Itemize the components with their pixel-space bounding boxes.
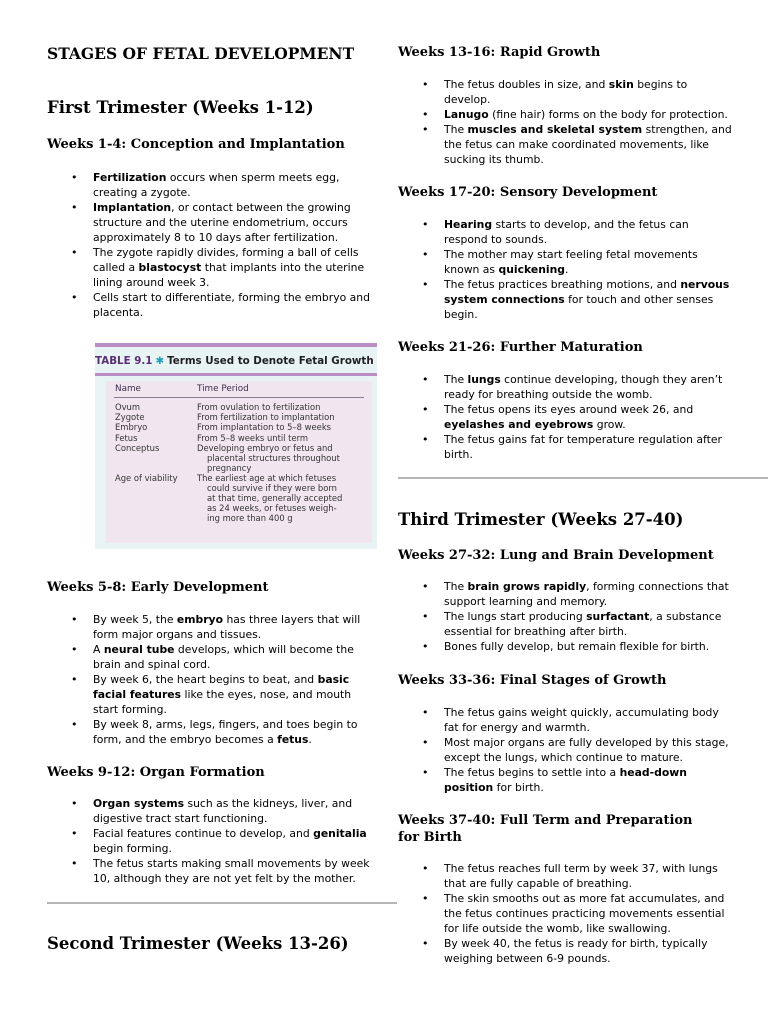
table-label: TABLE 9.1: [95, 355, 153, 367]
weeks-1-4-list: [93, 170, 375, 320]
weeks-9-12-list: [93, 796, 375, 886]
table-top-rule: [95, 343, 377, 347]
list-item: [444, 122, 734, 167]
weeks-27-32-list: [444, 579, 734, 654]
list-item: [444, 277, 734, 322]
table-body: [106, 381, 372, 543]
table-cell-period-line: From fertilization to implantation: [197, 412, 335, 423]
weeks-17-20-heading: Weeks 17-20: Sensory Development: [398, 185, 658, 200]
list-item-text: Cells start to differentiate, forming the embryo and placenta.: [93, 291, 370, 319]
weeks-27-32-heading: Weeks 27-32: Lung and Brain Development: [398, 548, 714, 563]
list-item-text: starts to develop, and the fetus can respond to sounds.: [444, 218, 689, 246]
table-col-period: Time Period: [197, 384, 249, 394]
list-item: [93, 170, 375, 200]
list-item: [444, 936, 734, 966]
weeks-9-12-heading: Weeks 9-12: Organ Formation: [47, 765, 265, 780]
weeks-37-40-heading: Weeks 37-40: Full Term and Preparation for Birth: [398, 813, 693, 845]
list-item-bold-term: genitalia: [313, 827, 367, 840]
table-divider: [114, 397, 364, 398]
table-cell-period: [197, 422, 377, 432]
list-item-text: .: [565, 263, 569, 276]
list-item-text: .: [308, 733, 312, 746]
list-item-text: that implants into the uterine lining around week 3.: [93, 261, 365, 289]
list-item-text: The: [444, 580, 468, 593]
weeks-5-8-list: [93, 612, 375, 747]
list-item-bold-term: Organ systems: [93, 797, 185, 810]
table-cell-period: [197, 402, 377, 412]
list-item-text: By week 6, the heart begins to beat, and: [93, 673, 318, 686]
table-cell-period: [197, 443, 377, 473]
list-item-text: The mother may start feeling fetal movements known as: [444, 248, 698, 276]
table-cell-period-line: From implantation to 5–8 weeks: [197, 422, 332, 433]
list-item-text: for touch and other senses begin.: [444, 293, 714, 321]
list-item: [444, 765, 734, 795]
list-item-text: , a substance essential for breathing after birth.: [444, 610, 722, 638]
list-item-bold-term: brain grows rapidly: [467, 580, 587, 593]
table-cell-period-line: Developing embryo or fetus and: [197, 442, 333, 453]
list-item-bold-term: Implantation: [93, 201, 172, 214]
list-item-bold-term: Fertilization: [93, 171, 167, 184]
list-item-text: occurs when sperm meets egg, creating a zygote.: [93, 171, 340, 199]
list-item: [444, 107, 734, 122]
fetal-growth-terms-table: [95, 343, 377, 549]
list-item: [444, 609, 734, 639]
weeks-1-4-heading: Weeks 1-4: Conception and Implantation: [47, 137, 345, 152]
section-divider-right: [398, 477, 768, 479]
list-item-bold-term: blastocyst: [138, 261, 202, 274]
weeks-13-16-list: [444, 77, 734, 167]
table-cell-period-line: placental structures throughout: [207, 452, 340, 463]
third-trimester-heading: Third Trimester (Weeks 27-40): [398, 510, 684, 529]
table-cell-name: Embryo: [115, 422, 148, 433]
list-item: [444, 77, 734, 107]
list-item-text: begins to develop.: [444, 78, 688, 106]
list-item: [444, 372, 734, 402]
list-item-text: begin forming.: [93, 842, 172, 855]
list-item-bold-term: surfactant: [586, 610, 650, 623]
list-item-bold-term: neural tube: [103, 643, 175, 656]
list-item-text: The fetus gains fat for temperature regulation after birth.: [444, 433, 722, 461]
list-item: [93, 200, 375, 245]
table-cell-period-line: From 5–8 weeks until term: [197, 432, 309, 443]
table-cell-period: [197, 433, 377, 443]
table-cell-name: Conceptus: [115, 442, 160, 453]
table-cell-name: Age of viability: [115, 473, 178, 484]
list-item: [93, 796, 375, 826]
list-item: [93, 612, 375, 642]
list-item: [444, 861, 734, 891]
list-item: [444, 735, 734, 765]
weeks-13-16-heading: Weeks 13-16: Rapid Growth: [398, 45, 601, 60]
list-item-text: The zygote rapidly divides, forming a ball of cells called a: [93, 246, 359, 274]
list-item-text: The fetus gains weight quickly, accumulating body fat for energy and warmth.: [444, 706, 719, 734]
list-item-text: The fetus doubles in size, and: [444, 78, 609, 91]
table-cell-name: Ovum: [115, 402, 141, 412]
list-item: [93, 826, 375, 856]
weeks-37-40-list: [444, 861, 734, 966]
list-item-text: grow.: [593, 418, 626, 431]
list-item-text: Bones fully develop, but remain flexible for birth.: [444, 640, 710, 653]
table-cell-period-line: pregnancy: [207, 462, 252, 473]
list-item-text: for birth.: [493, 781, 544, 794]
table-cell-period: [197, 412, 377, 422]
table-cell-name: Zygote: [115, 412, 145, 423]
list-item-text: Most major organs are fully developed by this stage, except the lungs, which continue to mature.: [444, 736, 729, 764]
list-item-text: The: [444, 123, 468, 136]
list-item-text: (fine hair) forms on the body for protection.: [488, 108, 728, 121]
list-item-text: The skin smooths out as more fat accumulates, and the fetus continues practicing movements essential for life outside the womb, like swallowing.: [444, 892, 725, 935]
list-item: [93, 856, 375, 886]
list-item-text: The fetus starts making small movements by week 10, although they are not yet felt by the mother.: [93, 857, 370, 885]
list-item: [93, 672, 375, 717]
list-item: [444, 891, 734, 936]
list-item-bold-term: lungs: [467, 373, 501, 386]
list-item-text: has three layers that will form major organs and tissues.: [93, 613, 361, 641]
list-item-bold-term: skin: [608, 78, 634, 91]
list-item-text: By week 8, arms, legs, fingers, and toes begin to form, and the embryo becomes a: [93, 718, 358, 746]
list-item-text: such as the kidneys, liver, and digestive tract start functioning.: [93, 797, 353, 825]
list-item-bold-term: fetus: [277, 733, 309, 746]
list-item-text: The fetus practices breathing motions, and: [444, 278, 681, 291]
list-item-bold-term: head-down position: [444, 766, 687, 794]
list-item: [93, 290, 375, 320]
list-item-bold-term: quickening: [498, 263, 566, 276]
second-trimester-heading: Second Trimester (Weeks 13-26): [47, 934, 349, 953]
asterisk-icon: ✱: [155, 355, 165, 367]
list-item: [93, 717, 375, 747]
list-item: [444, 432, 734, 462]
first-trimester-heading: First Trimester (Weeks 1-12): [47, 98, 314, 117]
list-item: [93, 245, 375, 290]
list-item: [444, 705, 734, 735]
document-title: STAGES OF FETAL DEVELOPMENT: [47, 44, 355, 63]
list-item-text: like the eyes, nose, and mouth start forming.: [93, 688, 352, 716]
table-cell-period-line: The earliest age at which fetuses: [197, 473, 337, 484]
table-cell-period-line: could survive if they were born: [207, 483, 337, 494]
table-cell-period: [197, 473, 377, 523]
weeks-5-8-heading: Weeks 5-8: Early Development: [47, 580, 269, 595]
list-item-text: , or contact between the growing structure and the uterine endometrium, occurs approximately 8 to 10 days after fertilization.: [93, 201, 351, 244]
weeks-33-36-list: [444, 705, 734, 795]
weeks-17-20-list: [444, 217, 734, 322]
list-item: [444, 217, 734, 247]
list-item-bold-term: basic facial features: [93, 673, 350, 701]
list-item-text: The lungs start producing: [444, 610, 587, 623]
list-item-text: strengthen, and the fetus can make coordinated movements, like sucking its thumb.: [444, 123, 732, 166]
list-item: [93, 642, 375, 672]
table-col-name: Name: [115, 384, 141, 394]
weeks-21-26-list: [444, 372, 734, 462]
list-item: [444, 639, 734, 654]
list-item-bold-term: nervous system connections: [444, 278, 730, 306]
list-item-text: continue developing, though they aren’t ready for breathing outside the womb.: [444, 373, 723, 401]
list-item-text: A: [93, 643, 104, 656]
list-item-text: Facial features continue to develop, and: [93, 827, 314, 840]
list-item-bold-term: Hearing: [444, 218, 493, 231]
list-item-bold-term: muscles and skeletal system: [467, 123, 643, 136]
weeks-33-36-heading: Weeks 33-36: Final Stages of Growth: [398, 673, 667, 688]
list-item-text: The fetus reaches full term by week 37, with lungs that are fully capable of breathing.: [444, 862, 718, 890]
table-title: Terms Used to Denote Fetal Growth: [167, 355, 374, 367]
weeks-21-26-heading: Weeks 21-26: Further Maturation: [398, 340, 643, 355]
list-item-text: The fetus begins to settle into a: [444, 766, 620, 779]
table-cell-period-line: at that time, generally accepted: [207, 493, 343, 504]
list-item: [444, 247, 734, 277]
list-item-bold-term: Lanugo: [444, 108, 489, 121]
table-caption: [95, 355, 374, 367]
table-cell-period-line: ing more than 400 g: [207, 513, 293, 524]
table-cell-period-line: From ovulation to fertilization: [197, 402, 321, 412]
list-item-text: , forming connections that support learning and memory.: [444, 580, 729, 608]
list-item-text: develops, which will become the brain and spinal cord.: [93, 643, 354, 671]
list-item: [444, 402, 734, 432]
section-divider-left: [47, 902, 397, 904]
list-item-bold-term: eyelashes and eyebrows: [444, 418, 594, 431]
list-item: [444, 579, 734, 609]
table-cell-period-line: as 24 weeks, or fetuses weigh-: [207, 503, 337, 514]
list-item-text: The fetus opens its eyes around week 26, and: [444, 403, 694, 416]
table-header-rule: [95, 373, 377, 376]
list-item-text: The: [444, 373, 468, 386]
list-item-text: By week 5, the: [93, 613, 177, 626]
table-cell-name: Fetus: [115, 432, 138, 443]
list-item-text: By week 40, the fetus is ready for birth, typically weighing between 6-9 pounds.: [444, 937, 708, 965]
list-item-bold-term: embryo: [176, 613, 224, 626]
